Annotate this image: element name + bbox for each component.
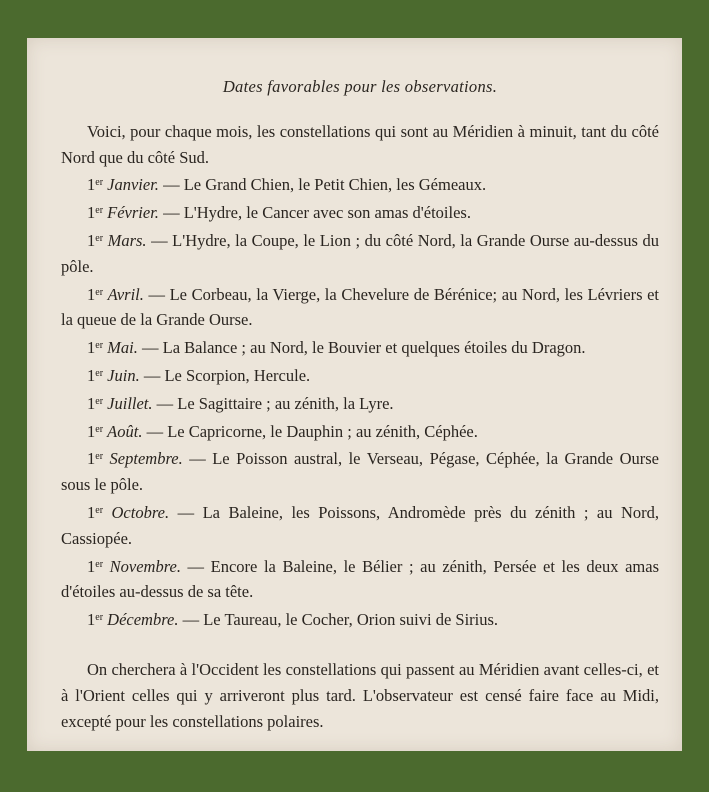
month-name: Décembre. [107,610,179,630]
intro-paragraph: Voici, pour chaque mois, les constellations qui sont au Méridien à minuit, tant du côté Nord que du côté Sud. [61,121,659,167]
month-constellations: — Le Grand Chien, le Petit Chien, les Gémeaux. [158,175,487,195]
month-constellations: — La Balance ; au Nord, le Bouvier et quelques étoiles du Dragon. [137,338,586,358]
month-constellations: — L'Hydre, la Coupe, le Lion ; du côté Nord, la Grande Ourse au-dessus du pôle. [61,230,659,276]
ordinal-first: 1er [87,338,104,358]
book-page [27,38,682,751]
month-name: Août. [107,421,143,441]
month-name: Avril. [107,284,144,304]
month-constellations: — Le Taureau, le Cocher, Orion suivi de Sirius. [178,610,499,630]
ordinal-first: 1er [87,230,104,250]
month-list [61,170,659,633]
page-text [61,74,659,734]
ordinal-first: 1er [87,610,104,630]
month-name: Janvier. [107,175,159,195]
month-constellations: — La Baleine, les Poissons, Andromède près du zénith ; au Nord, Cassiopée. [61,502,659,548]
closing-paragraph: On cherchera à l'Occident les constellations qui passent au Méridien avant celles-ci, et à l'Orient celles qui y arriveront plus tard. L'observateur est censé faire face au Midi, excepté pour les constellations polaires. [61,659,659,731]
month-constellations: — Le Poisson austral, le Verseau, Pégase, Céphée, la Grande Ourse sous le pôle. [61,449,660,495]
month-constellations: — Le Sagittaire ; au zénith, la Lyre. [152,393,394,413]
month-name: Septembre. [109,449,183,469]
ordinal-first: 1er [87,284,104,304]
ordinal-first: 1er [87,175,104,195]
month-entry [61,333,659,361]
ordinal-first: 1er [87,502,104,522]
month-entry [61,552,659,606]
page-title: Dates favorables pour les observations. [222,77,498,96]
ordinal-first: 1er [87,365,104,385]
month-entry [61,198,659,226]
month-entry [61,226,659,280]
month-name: Octobre. [111,502,170,522]
month-constellations: — Le Scorpion, Hercule. [139,365,311,385]
month-name: Juillet. [107,393,153,413]
ordinal-first: 1er [87,203,104,223]
ordinal-first: 1er [87,393,104,413]
month-entry [61,361,659,389]
month-constellations: — Le Capricorne, le Dauphin ; au zénith, Céphée. [142,421,478,441]
ordinal-first: 1er [87,556,104,576]
month-name: Mai. [107,338,138,358]
ordinal-first: 1er [87,421,104,441]
month-entry [61,170,659,198]
month-name: Novembre. [109,556,181,576]
month-name: Février. [107,203,159,223]
month-entry [61,280,659,334]
month-constellations: — Le Corbeau, la Vierge, la Chevelure de Bérénice; au Nord, les Lévriers et la queue de la Grande Ourse. [61,284,660,330]
month-entry [61,444,659,498]
month-entry [61,605,659,633]
month-name: Mars. [107,230,147,250]
month-entry [61,498,659,552]
month-entry [61,389,659,417]
month-constellations: — Encore la Baleine, le Bélier ; au zénith, Persée et les deux amas d'étoiles au-dessus de sa tête. [61,556,659,602]
month-name: Juin. [107,365,140,385]
month-entry [61,417,659,445]
ordinal-first: 1er [87,449,104,469]
month-constellations: — L'Hydre, le Cancer avec son amas d'étoiles. [158,203,471,223]
